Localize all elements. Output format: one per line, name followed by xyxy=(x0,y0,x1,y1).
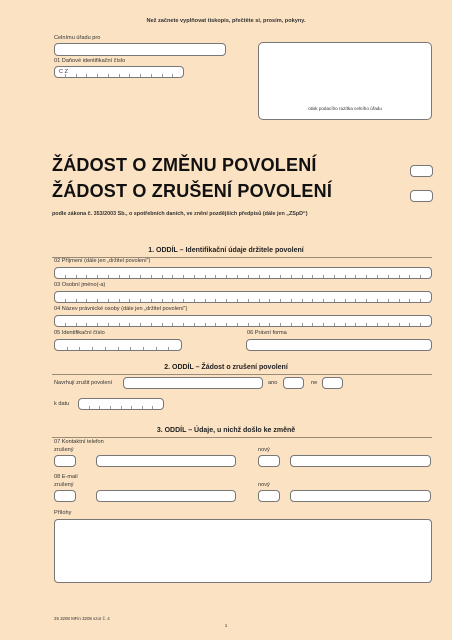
cancel-permit-field[interactable] xyxy=(123,377,263,389)
phone-new-prefix-field[interactable] xyxy=(258,455,280,467)
customs-office-label: Celnímu úřadu pro xyxy=(54,35,101,41)
phone-new-field[interactable] xyxy=(290,455,431,467)
form-instruction: Než začnete vyplňovat tiskopis, přečtěte si, prosím, pokyny. xyxy=(146,18,306,24)
no-label: ne xyxy=(311,380,318,386)
section3-rule xyxy=(52,437,432,438)
form-code: 25 3208 MFin 3208 vzor č. 4 xyxy=(54,616,110,621)
section2-rule xyxy=(52,374,432,375)
tin-prefix: C Z xyxy=(59,69,69,75)
email-cancelled-label: zrušený xyxy=(54,482,74,488)
date-field[interactable] xyxy=(78,398,164,410)
company-field[interactable] xyxy=(54,315,432,327)
checkbox-change[interactable] xyxy=(410,165,433,177)
legal-form-field[interactable] xyxy=(246,339,432,351)
customs-office-field[interactable] xyxy=(54,43,226,56)
phone-new-label: nový xyxy=(258,447,270,453)
email-label: 08 E-mail xyxy=(54,474,78,480)
legal-form-label: 06 Právní forma xyxy=(247,330,287,336)
company-label: 04 Název právnické osoby (dále jen „držitel povolení“) xyxy=(54,306,188,312)
stamp-box xyxy=(258,42,432,120)
tin-label: 01 Daňové identifikační číslo xyxy=(54,58,126,64)
date-label: k datu xyxy=(54,401,70,407)
title-change: ŽÁDOST O ZMĚNU POVOLENÍ xyxy=(52,155,317,175)
phone-cancelled-label: zrušený xyxy=(54,447,74,453)
phone-cancelled-prefix-field[interactable] xyxy=(54,455,76,467)
attachments-field[interactable] xyxy=(54,519,432,583)
no-checkbox[interactable] xyxy=(322,377,343,389)
name-field[interactable] xyxy=(54,291,432,303)
section1-title: 1. ODDÍL – Identifikační údaje držitele povolení xyxy=(148,247,304,254)
email-new-label: nový xyxy=(258,482,270,488)
surname-label: 02 Příjmení (dále jen „držitel povolení“) xyxy=(54,258,151,264)
surname-field[interactable] xyxy=(54,267,432,279)
phone-label: 07 Kontaktní telefon xyxy=(54,439,104,445)
stamp-caption: otisk podacího razítka celního úřadu xyxy=(308,106,382,111)
phone-cancelled-field[interactable] xyxy=(96,455,236,467)
title-cancel: ŽÁDOST O ZRUŠENÍ POVOLENÍ xyxy=(52,181,333,201)
email-cancelled-prefix-field[interactable] xyxy=(54,490,76,502)
section3-title: 3. ODDÍL – Údaje, u nichž došlo ke změně xyxy=(156,427,296,434)
yes-checkbox[interactable] xyxy=(283,377,304,389)
title-subtitle: podle zákona č. 353/2003 Sb., o spotřebních daních, ve znění pozdějších předpisů (dále jen „ZSpD“) xyxy=(52,211,308,217)
id-number-field[interactable] xyxy=(54,339,182,351)
section2-title: 2. ODDÍL – Žádost o zrušení povolení xyxy=(164,364,288,371)
email-new-field[interactable] xyxy=(290,490,431,502)
tin-field[interactable] xyxy=(54,66,184,78)
yes-label: ano xyxy=(268,380,278,386)
cancel-permit-label: Navrhuji zrušit povolení xyxy=(54,380,113,386)
attachments-label: Přílohy xyxy=(54,510,72,516)
checkbox-cancel[interactable] xyxy=(410,190,433,202)
page-number: 1 xyxy=(224,623,228,628)
email-cancelled-field[interactable] xyxy=(96,490,236,502)
id-number-label: 05 Identifikační číslo xyxy=(54,330,105,336)
email-new-prefix-field[interactable] xyxy=(258,490,280,502)
name-label: 03 Osobní jméno(-a) xyxy=(54,282,106,288)
